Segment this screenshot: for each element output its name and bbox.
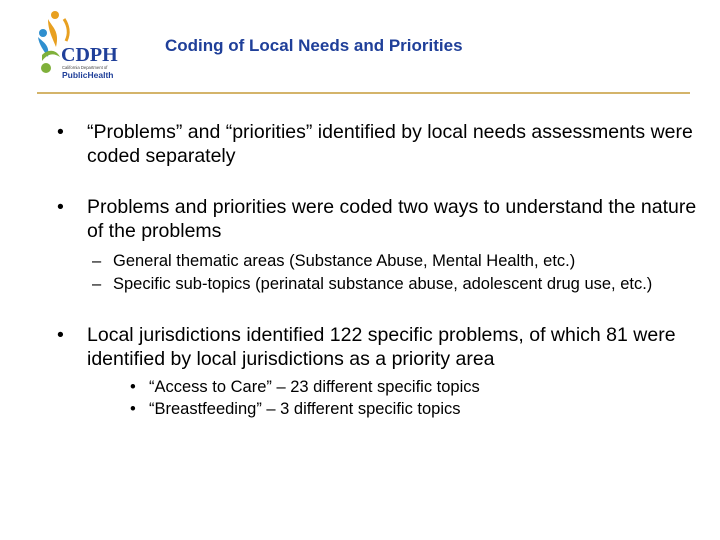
cdph-logo-subtitle: PublicHealth (62, 70, 114, 80)
slide-body (57, 120, 697, 420)
bullet-dot: • (57, 196, 64, 218)
bullet-dot: • (57, 324, 64, 346)
cdph-logo (34, 9, 120, 81)
bullet-1 (57, 120, 697, 168)
cdph-logo-name: CDPH (61, 44, 118, 66)
bullet-1-text: “Problems” and “priorities” identified by local needs assessments were coded separately (87, 121, 693, 167)
sub-bullet-dash: – (92, 275, 102, 293)
bullet-3-sub-2 (57, 398, 697, 420)
sub-bullet-dot: • (130, 378, 136, 396)
sub-bullet-dash: – (92, 252, 102, 270)
bullet-2-sub-1 (57, 252, 697, 271)
bullet-3 (57, 323, 697, 371)
bullet-3-text: Local jurisdictions identified 122 specific problems, of which 81 were identified by local jurisdictions as a priority area (87, 324, 676, 370)
sub-bullet-dot: • (130, 400, 136, 418)
bullet-dot: • (57, 121, 64, 143)
bullet-3-sub-1 (57, 376, 697, 398)
cdph-logo-caption: California Department of (62, 65, 108, 70)
cdph-logo-graphic (34, 9, 120, 81)
slide-title: Coding of Local Needs and Priorities (165, 36, 463, 55)
bullet-3-sub-1-text: “Access to Care” – 23 different specific topics (149, 378, 480, 396)
bullet-2-text: Problems and priorities were coded two ways to understand the nature of the problems (87, 196, 697, 242)
bullet-2 (57, 195, 697, 243)
bullet-2-sub-2-text: Specific sub-topics (perinatal substance abuse, adolescent drug use, etc.) (113, 275, 653, 293)
bullet-3-sub-2-text: “Breastfeeding” – 3 different specific topics (149, 400, 461, 418)
bullet-2-sub-2 (57, 275, 697, 294)
title-divider (37, 92, 690, 94)
bullet-2-sub-1-text: General thematic areas (Substance Abuse, Mental Health, etc.) (113, 252, 576, 270)
